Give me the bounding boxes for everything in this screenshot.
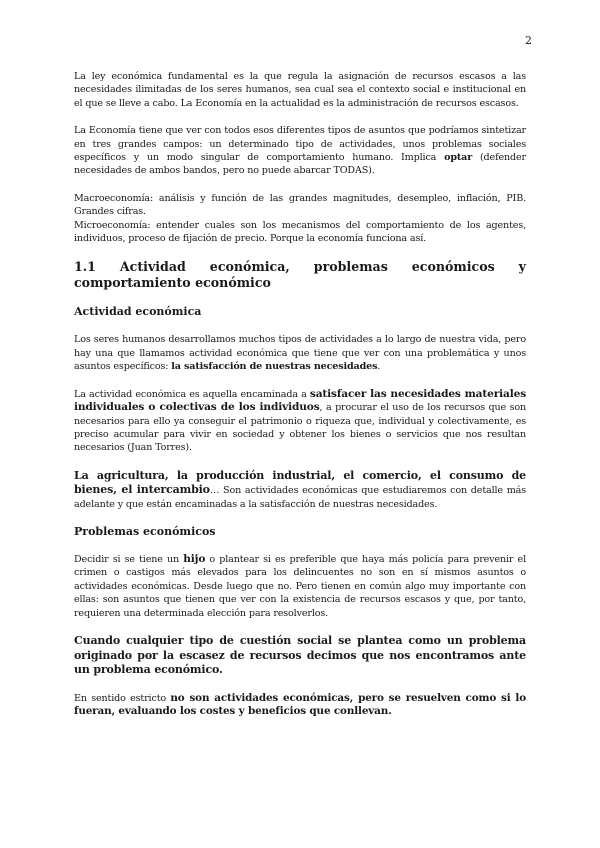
actividad-paragraph-3 — [74, 469, 526, 511]
problemas-paragraph-2 — [74, 634, 526, 678]
text: o plantear si es preferible que haya más policía para prevenir el crimen o castigos más elevados para los delincuentes no son en sí mismos asuntos o actividades económicas. Desde luego que no. Pero tienen en común algo muy importante con ellas: son asuntos que tienen que ver con la existencia de recursos escasos y que, por tanto, requieren una determinada elección para resolverlos. — [74, 553, 526, 619]
problemas-paragraph-3 — [74, 692, 526, 719]
bold-text: hijo — [183, 552, 206, 565]
text: Macroeconomía: análisis y función de las grandes magnitudes, desempleo, inflación, PIB. Grandes cifras. — [74, 192, 526, 218]
bold-text: satisfacer las necesidades materiales individuales o colectivas de los individuos — [74, 387, 527, 414]
text: La ley económica fundamental es la que regula la asignación de recursos escasos a las necesidades ilimitadas de los seres humanos, sea cual sea el contexto social e institucional en el que se lleve a cabo. La Economía en la actualidad es la administración de recursos escasos. — [74, 71, 526, 109]
actividad-paragraph-1 — [74, 333, 526, 373]
subheading-actividad: Actividad económica — [74, 305, 202, 319]
section-heading: 1.1 Actividad económica, problemas económicos y comportamiento económico — [74, 259, 526, 291]
bold-text: no son actividades económicas, pero se resuelven como si lo fueran, evaluando los costes y beneficios que conllevan. — [74, 691, 526, 718]
text: La actividad económica es aquella encaminada a — [74, 388, 310, 400]
text: … Son actividades económicas que estudiaremos con detalle más adelante y que están encaminadas a la satisfacción de nuestras necesidades. — [74, 485, 526, 510]
text: , a procurar el uso de los recursos que son necesarios para ello ya conseguir el patrimonio o riqueza que, individual y colectivamente, es preciso acumular para vivir en sociedad y obtener los bienes o servicios que nos resultan necesarios (Juan Torres). — [74, 402, 526, 454]
actividad-paragraph-2 — [74, 388, 526, 455]
text: (defender necesidades de ambos bandos, pero no puede abarcar TODAS). — [74, 152, 526, 177]
intro-paragraph-campos — [74, 124, 526, 178]
bold-text: optar — [444, 152, 473, 164]
bold-text: Cuando cualquier tipo de cuestión social se plantea como un problema originado por la escasez de recursos decimos que nos encontramos ante un problema económico. — [74, 633, 526, 677]
problemas-paragraph-1 — [74, 553, 526, 620]
page-number: 2 — [525, 34, 532, 47]
text: Decidir si se tiene un — [74, 553, 184, 565]
bold-text: la satisfacción de nuestras necesidades — [171, 361, 378, 373]
text: Microeconomía: entender cuales son los mecanismos del comportamiento de los agentes, individuos, proceso de fijación de precio. Porque la economía funciona así. — [74, 219, 526, 245]
text: La Economía tiene que ver con todos esos diferentes tipos de asuntos que podríamos sintetizar en tres grandes campos: un determinado tipo de actividades, unos problemas sociales específicos y un modo singular de comportamiento humano. Implica — [74, 125, 526, 164]
text: En sentido estricto — [74, 692, 171, 704]
document-body — [74, 70, 526, 733]
subheading-problemas: Problemas económicos — [74, 524, 216, 538]
microeconomia-paragraph — [74, 219, 526, 246]
bold-text: La agricultura, la producción industrial, el comercio, el consumo de bienes, el intercambio — [74, 468, 526, 497]
text: . — [377, 361, 381, 373]
text: Los seres humanos desarrollamos muchos tipos de actividades a lo largo de nuestra vida, pero hay una que llamamos actividad económica que tiene que ver con una problemática y unos asuntos específicos: — [74, 334, 526, 373]
intro-paragraph-ley — [74, 70, 526, 110]
macroeconomia-paragraph — [74, 192, 526, 219]
